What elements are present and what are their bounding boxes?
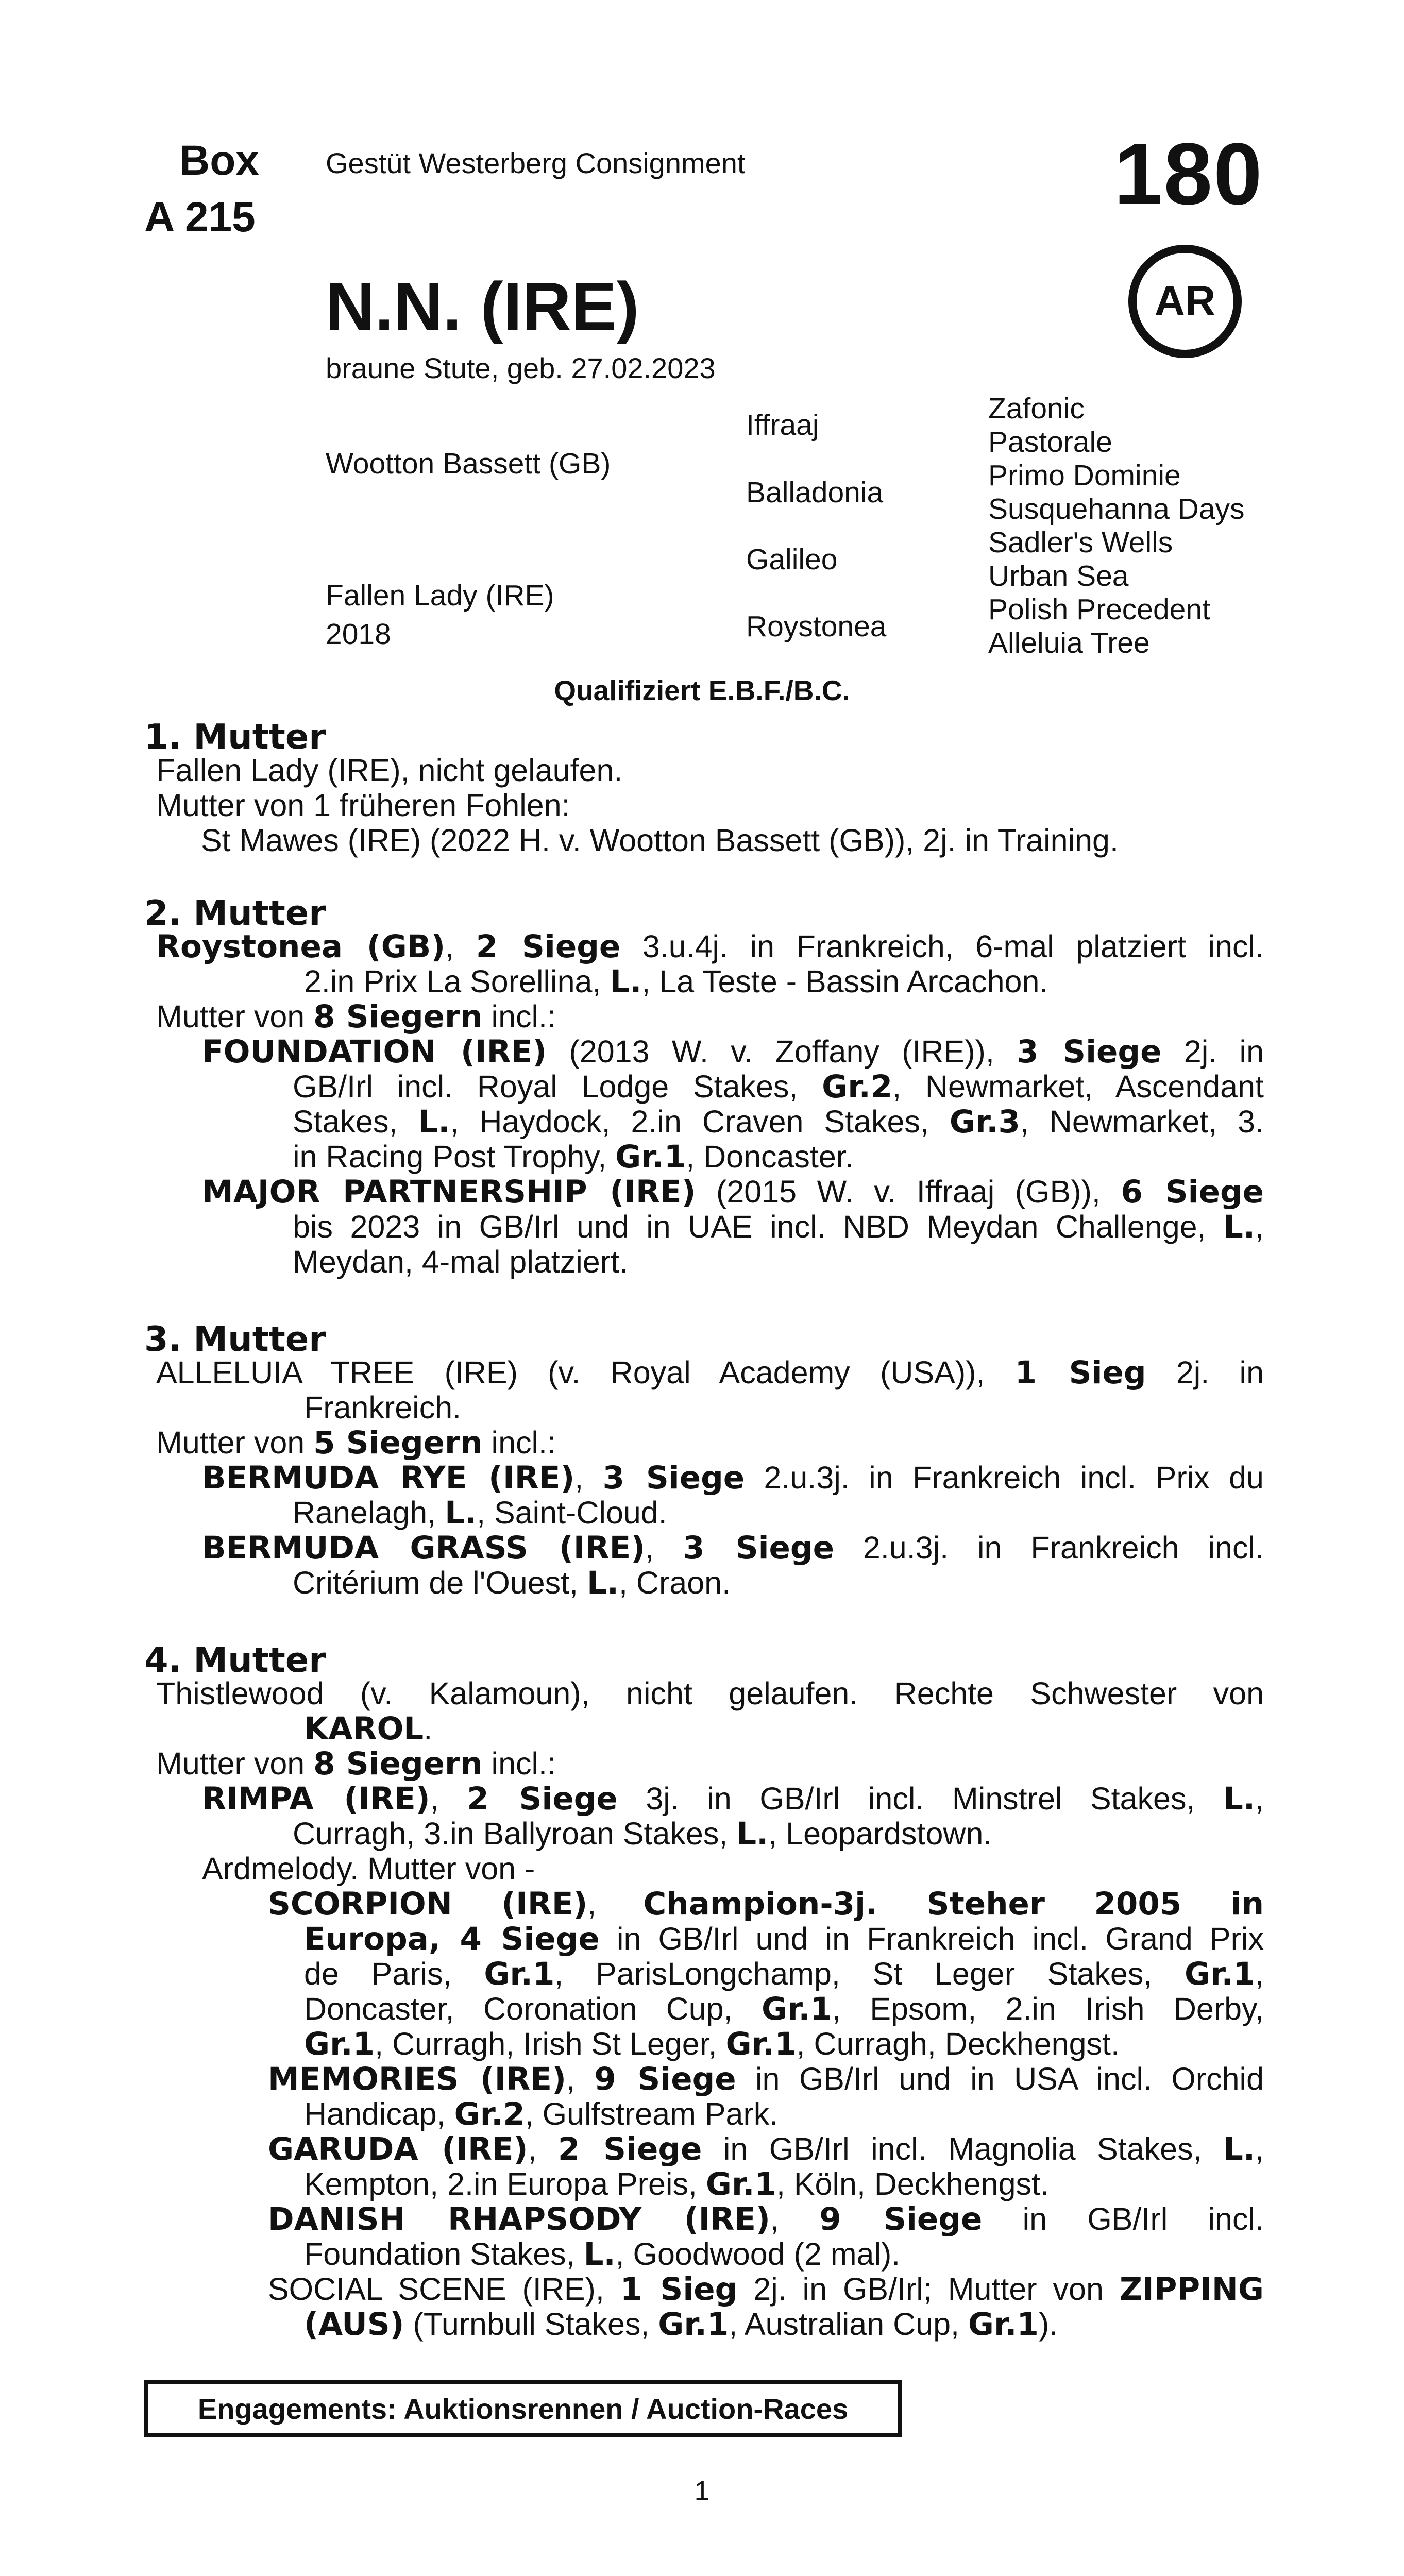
progeny-entry: GB/Irl incl. Royal Lodge Stakes, Gr.2, Newmarket, Ascendant bbox=[293, 1069, 1264, 1105]
race-grade: Gr.2 bbox=[822, 1069, 893, 1105]
progeny-entry: Handicap, Gr.2, Gulfstream Park. bbox=[304, 2096, 779, 2132]
dam-4-daughter: Ardmelody. Mutter von - bbox=[202, 1851, 535, 1886]
pedigree-dam-sire: Galileo bbox=[746, 543, 838, 576]
qualification-note: Qualifiziert E.B.F./B.C. bbox=[554, 674, 850, 706]
pedigree-g3-1: Zafonic bbox=[988, 392, 1085, 425]
horse-description: braune Stute, geb. 27.02.2023 bbox=[326, 352, 716, 384]
pedigree-g3-6: Urban Sea bbox=[988, 560, 1129, 592]
dam-2-line: Mutter von 8 Siegern incl.: bbox=[156, 998, 556, 1035]
pedigree-g3-5: Sadler's Wells bbox=[988, 526, 1173, 559]
race-grade: Gr.1 bbox=[761, 1991, 833, 2027]
dam-1-offspring-intro: Mutter von 1 früheren Fohlen: bbox=[156, 788, 570, 823]
box-label: Box bbox=[179, 137, 259, 184]
progeny-entry: FOUNDATION (IRE) (2013 W. v. Zoffany (IRE)), 3 Siege 2j. in bbox=[202, 1033, 1264, 1070]
race-grade: Gr.1 bbox=[484, 1956, 555, 1992]
progeny-entry: Kempton, 2.in Europa Preis, Gr.1, Köln, Deckhengst. bbox=[304, 2166, 1049, 2202]
race-grade: Gr.1 bbox=[1184, 1956, 1256, 1992]
horse-name: Roystonea (GB) bbox=[156, 928, 446, 965]
wins: 1 Sieg bbox=[620, 2271, 738, 2308]
progeny-entry: Gr.1, Curragh, Irish St Leger, Gr.1, Curragh, Deckhengst. bbox=[304, 2026, 1120, 2062]
pedigree-sire: Wootton Bassett (GB) bbox=[326, 447, 611, 480]
progeny-entry: Europa, 4 Siege in GB/Irl und in Frankreich incl. Grand Prix bbox=[304, 1921, 1264, 1957]
progeny-entry: GARUDA (IRE), 2 Siege in GB/Irl incl. Magnolia Stakes, L., bbox=[268, 2131, 1264, 2167]
progeny-entry: Stakes, L., Haydock, 2.in Craven Stakes, Gr.3, Newmarket, 3. bbox=[293, 1104, 1264, 1140]
progeny-entry: BERMUDA RYE (IRE), 3 Siege 2.u.3j. in Frankreich incl. Prix du bbox=[202, 1460, 1264, 1496]
progeny-entry: (AUS) (Turnbull Stakes, Gr.1, Australian Cup, Gr.1). bbox=[304, 2306, 1058, 2343]
section-heading: 4. Mutter bbox=[144, 1640, 326, 1680]
section-heading: 2. Mutter bbox=[144, 893, 326, 933]
progeny-entry: Meydan, 4-mal platziert. bbox=[293, 1244, 628, 1279]
engagements-box: Engagements: Auktionsrennen / Auction-Races bbox=[144, 2380, 902, 2437]
race-grade: Gr.1 bbox=[304, 2026, 375, 2062]
horse-name: ZIPPING bbox=[1119, 2271, 1264, 2308]
race-grade: Gr.3 bbox=[949, 1104, 1020, 1140]
pedigree-g3-7: Polish Precedent bbox=[988, 593, 1210, 626]
pedigree-g3-8: Alleluia Tree bbox=[988, 626, 1150, 659]
wins: 1 Sieg bbox=[1014, 1354, 1146, 1391]
race-grade: L. bbox=[583, 2236, 616, 2273]
pedigree-g3-4: Susquehanna Days bbox=[988, 493, 1245, 526]
progeny-entry: SCORPION (IRE), Champion-3j. Steher 2005 in bbox=[268, 1886, 1264, 1922]
horse-name: GARUDA (IRE) bbox=[268, 2131, 528, 2167]
page-number: 1 bbox=[694, 2476, 710, 2506]
dam-2-line: 2.in Prix La Sorellina, L., La Teste - Bassin Arcachon. bbox=[304, 963, 1048, 1000]
progeny-entry: RIMPA (IRE), 2 Siege 3j. in GB/Irl incl. Minstrel Stakes, L., bbox=[202, 1781, 1264, 1817]
progeny-entry: de Paris, Gr.1, ParisLongchamp, St Leger Stakes, Gr.1, bbox=[304, 1956, 1264, 1992]
horse-name: KAROL bbox=[304, 1710, 424, 1747]
race-grade: Gr.1 bbox=[705, 2166, 776, 2202]
horse-name: MEMORIES (IRE) bbox=[268, 2061, 566, 2097]
progeny-entry: MEMORIES (IRE), 9 Siege in GB/Irl und in USA incl. Orchid bbox=[268, 2061, 1264, 2097]
horse-name: (AUS) bbox=[304, 2306, 404, 2343]
section-heading: 3. Mutter bbox=[144, 1319, 326, 1359]
horse-name: N.N. (IRE) bbox=[326, 268, 639, 344]
pedigree-dam-dam: Roystonea bbox=[746, 610, 887, 643]
pedigree-g3-2: Pastorale bbox=[988, 426, 1112, 459]
progeny-entry: in Racing Post Trophy, Gr.1, Doncaster. bbox=[293, 1139, 854, 1175]
horse-name: FOUNDATION (IRE) bbox=[202, 1033, 547, 1070]
dam-1-offspring: St Mawes (IRE) (2022 H. v. Wootton Bassett (GB)), 2j. in Training. bbox=[201, 823, 1119, 858]
wins: 9 Siege bbox=[594, 2061, 736, 2097]
consignment: Gestüt Westerberg Consignment bbox=[326, 147, 746, 179]
horse-name: SCORPION (IRE) bbox=[268, 1886, 588, 1922]
dam-3-line: Mutter von 5 Siegern incl.: bbox=[156, 1425, 556, 1461]
race-grade: L. bbox=[418, 1104, 450, 1140]
winners-count: 5 Siegern bbox=[313, 1425, 483, 1461]
race-grade: Gr.2 bbox=[454, 2096, 525, 2132]
pedigree-sire-sire: Iffraaj bbox=[746, 409, 819, 442]
winners-count: 8 Siegern bbox=[313, 998, 483, 1035]
race-grade: Gr.1 bbox=[725, 2026, 797, 2062]
wins: 3 Siege bbox=[602, 1460, 745, 1496]
progeny-entry: Ranelagh, L., Saint-Cloud. bbox=[293, 1495, 667, 1531]
wins: 3 Siege bbox=[683, 1530, 834, 1566]
champion-title: Champion-3j. Steher 2005 in bbox=[643, 1886, 1264, 1922]
dam-2-line: Roystonea (GB), 2 Siege 3.u.4j. in Frankreich, 6-mal platziert incl. bbox=[156, 928, 1264, 965]
race-grade: L. bbox=[586, 1565, 619, 1601]
race-grade: Gr.1 bbox=[658, 2306, 729, 2343]
horse-name: MAJOR PARTNERSHIP (IRE) bbox=[202, 1174, 696, 1210]
horse-name: DANISH RHAPSODY (IRE) bbox=[268, 2201, 770, 2238]
wins: 9 Siege bbox=[819, 2201, 983, 2238]
race-grade: L. bbox=[1223, 2131, 1256, 2167]
wins: 2 Siege bbox=[467, 1781, 618, 1817]
section-heading: 1. Mutter bbox=[144, 717, 326, 757]
progeny-entry: MAJOR PARTNERSHIP (IRE) (2015 W. v. Iffraaj (GB)), 6 Siege bbox=[202, 1174, 1264, 1210]
progeny-entry: Doncaster, Coronation Cup, Gr.1, Epsom, 2.in Irish Derby, bbox=[304, 1991, 1264, 2027]
horse-name: BERMUDA RYE (IRE) bbox=[202, 1460, 575, 1496]
race-grade: L. bbox=[610, 963, 642, 1000]
dam-4-line: Thistlewood (v. Kalamoun), nicht gelaufen. Rechte Schwester von bbox=[156, 1676, 1264, 1711]
pedigree-dam-year: 2018 bbox=[326, 618, 391, 651]
progeny-entry: Foundation Stakes, L., Goodwood (2 mal). bbox=[304, 2236, 901, 2273]
progeny-entry: Curragh, 3.in Ballyroan Stakes, L., Leopardstown. bbox=[293, 1816, 992, 1852]
ar-badge: AR bbox=[1128, 245, 1242, 358]
pedigree-g3-3: Primo Dominie bbox=[988, 459, 1181, 492]
pedigree-sire-dam: Balladonia bbox=[746, 476, 884, 509]
horse-name: BERMUDA GRASS (IRE) bbox=[202, 1530, 646, 1566]
race-grade: Gr.1 bbox=[968, 2306, 1039, 2343]
winners-count: 8 Siegern bbox=[313, 1745, 483, 1782]
dam-1-intro: Fallen Lady (IRE), nicht gelaufen. bbox=[156, 753, 623, 788]
lot-number: 180 bbox=[1114, 125, 1263, 223]
progeny-entry: Critérium de l'Ouest, L., Craon. bbox=[293, 1565, 731, 1601]
champion-title: Europa, 4 Siege bbox=[304, 1921, 600, 1957]
wins: 3 Siege bbox=[1017, 1033, 1162, 1070]
dam-4-line: Mutter von 8 Siegern incl.: bbox=[156, 1745, 556, 1782]
wins: 2 Siege bbox=[476, 928, 621, 965]
wins: 6 Siege bbox=[1121, 1174, 1264, 1210]
race-grade: Gr.1 bbox=[615, 1139, 686, 1175]
progeny-entry: bis 2023 in GB/Irl und in UAE incl. NBD Meydan Challenge, L., bbox=[293, 1209, 1264, 1245]
progeny-entry: SOCIAL SCENE (IRE), 1 Sieg 2j. in GB/Irl; Mutter von ZIPPING bbox=[268, 2271, 1264, 2308]
horse-name: RIMPA (IRE) bbox=[202, 1781, 430, 1817]
dam-4-line: KAROL. bbox=[304, 1710, 433, 1747]
pedigree-dam: Fallen Lady (IRE) bbox=[326, 579, 554, 612]
progeny-entry: BERMUDA GRASS (IRE), 3 Siege 2.u.3j. in Frankreich incl. bbox=[202, 1530, 1264, 1566]
race-grade: L. bbox=[1223, 1209, 1256, 1245]
progeny-entry: DANISH RHAPSODY (IRE), 9 Siege in GB/Irl incl. bbox=[268, 2201, 1264, 2238]
box-number: A 215 bbox=[144, 194, 256, 241]
dam-3-line: ALLELUIA TREE (IRE) (v. Royal Academy (USA)), 1 Sieg 2j. in bbox=[156, 1354, 1264, 1391]
wins: 2 Siege bbox=[557, 2131, 702, 2167]
race-grade: L. bbox=[445, 1495, 477, 1531]
race-grade: L. bbox=[1223, 1781, 1256, 1817]
dam-3-line: Frankreich. bbox=[304, 1390, 462, 1425]
race-grade: L. bbox=[736, 1816, 769, 1852]
